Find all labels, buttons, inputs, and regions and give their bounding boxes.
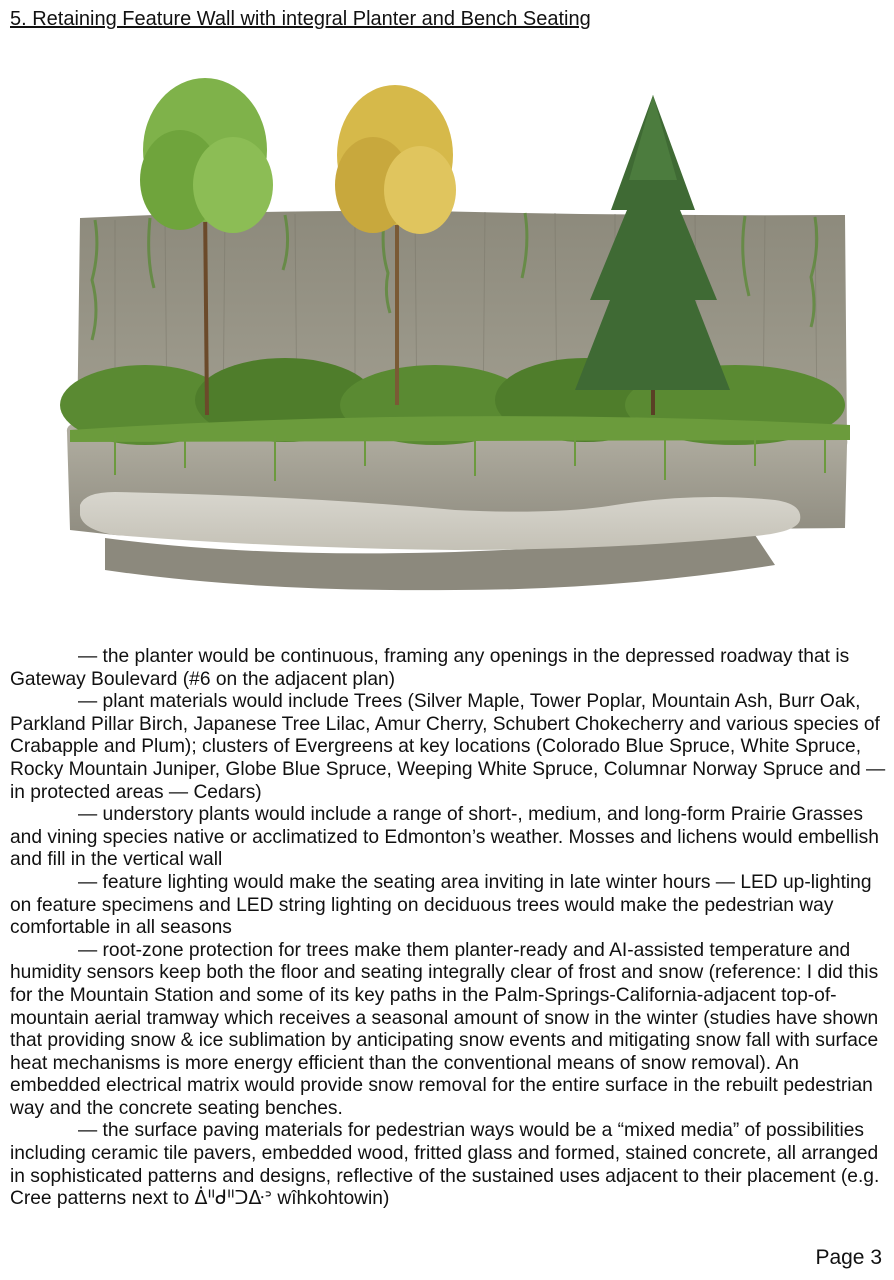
planter-bench-illustration: [55, 60, 855, 605]
paragraph: — root-zone protection for trees make them planter-ready and AI-assisted temperature and humidity sensors keep both the floor and seating integrally clear of frost and snow (reference: I did this for the Mountain Station and some of its key paths in the Palm-Springs-California-adjacent top-of-mountain aerial tramway which receives a seasonal amount of snow in the winter (studies have shown that providing snow & ice sublimation by anticipating snow events and mitigating snow fall with surface heat mechanisms is more energy efficient than the conventional means of snow removal). An embedded electrical matrix would provide snow removal for the entire surface in the rebuilt pedestrian way and the concrete seating benches.: [10, 939, 879, 1119]
page-number: Page 3: [815, 1246, 882, 1269]
understory-plants: [60, 358, 850, 445]
paragraph: — understory plants would include a range of short-, medium, and long-form Prairie Grasses and vining species native or acclimatized to Edmonton’s weather. Mosses and lichens would embellish and fill in the vertical wall: [10, 804, 879, 871]
document-body: [10, 646, 886, 1211]
paragraph: — feature lighting would make the seating area inviting in late winter hours — LED up-lighting on feature specimens and LED string lighting on deciduous trees would make the pedestrian way comfortable in all seasons: [10, 871, 872, 939]
paragraph: — the planter would be continuous, framing any openings in the depressed roadway that is Gateway Boulevard (#6 on the adjacent plan): [10, 646, 850, 690]
paragraph: — the surface paving materials for pedestrian ways would be a “mixed media” of possibilities including ceramic tile pavers, embedded wood, fritted glass and formed, stained concrete, all arranged in sophisticated patterns and designs, reflective of the sustained uses adjacent to their placement (e.g. Cree patterns next to ᐄᐦᑯᐦᑐᐏᐣ wîhkohtowin): [10, 1120, 880, 1210]
paragraph: — plant materials would include Trees (Silver Maple, Tower Poplar, Mountain Ash, Burr Oak, Parkland Pillar Birch, Japanese Tree Lilac, Amur Cherry, Schubert Chokecherry and various species of Crabapple and Plum); clusters of Evergreens at key locations (Colorado Blue Spruce, White Spruce, Rocky Mountain Juniper, Globe Blue Spruce, Weeping White Spruce, Columnar Norway Spruce and — in protected areas — Cedars): [10, 691, 886, 803]
page-title: 5. Retaining Feature Wall with integral Planter and Bench Seating: [10, 8, 591, 30]
